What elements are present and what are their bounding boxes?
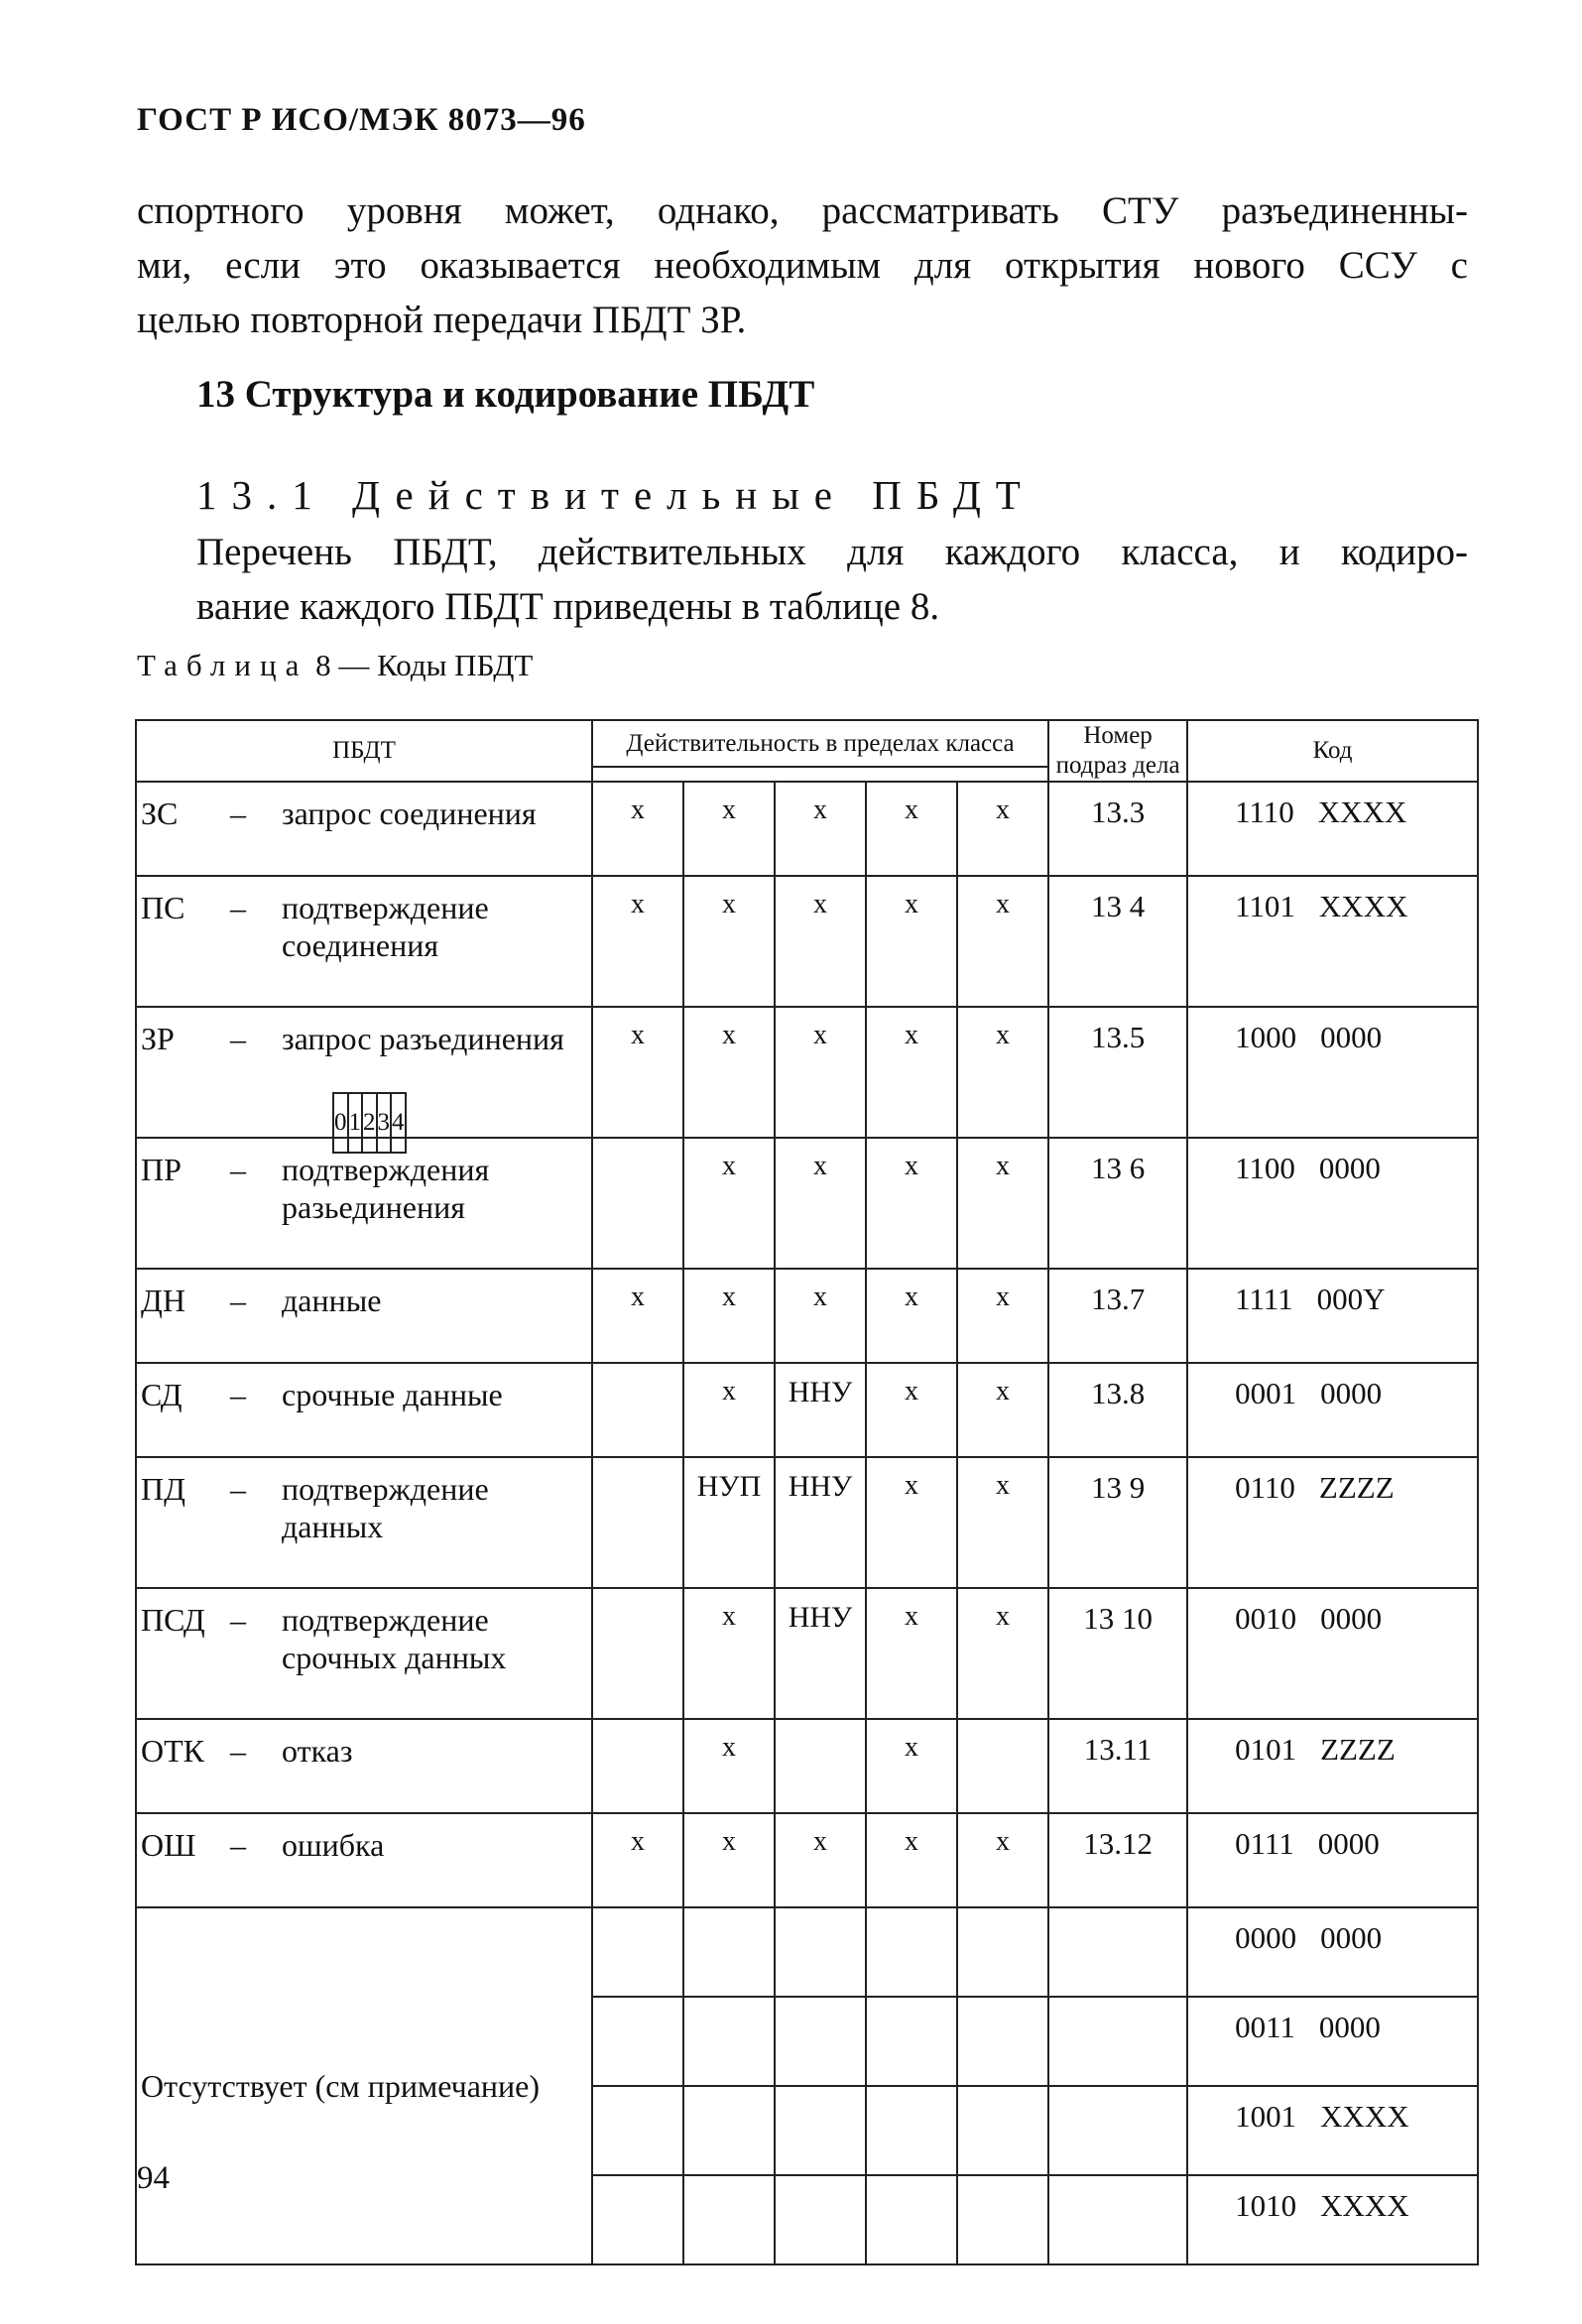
class-mark: x xyxy=(866,876,957,1007)
pdu-desc: запрос соединения xyxy=(282,795,537,831)
intro-line: спортного уровня может, однако, рассматривать СТУ разъединенны- xyxy=(137,189,1468,232)
code-part: 1001 xyxy=(1235,2099,1297,2134)
class-mark xyxy=(592,1363,683,1457)
header-code: Код xyxy=(1187,720,1478,782)
section-number: 13.7 xyxy=(1048,1269,1187,1363)
pdu-abbr: ПР xyxy=(141,1152,182,1187)
code-cell xyxy=(1187,2086,1478,2175)
empty-cell xyxy=(957,1907,1048,1997)
table-row xyxy=(136,1719,1478,1813)
class-mark: x xyxy=(866,1269,957,1363)
code-part: 0000 xyxy=(1317,1826,1380,1861)
class-mark: x xyxy=(957,876,1048,1007)
code-part: 0000 xyxy=(1320,1920,1383,1955)
empty-cell xyxy=(683,2086,775,2175)
class-mark xyxy=(592,1457,683,1588)
table-row xyxy=(136,876,1478,1007)
class-mark: x xyxy=(957,1269,1048,1363)
pdu-dash: – xyxy=(230,1283,246,1318)
class-mark: x xyxy=(866,1719,957,1813)
class-mark: x xyxy=(683,1138,775,1269)
code-cell xyxy=(1187,1719,1478,1813)
empty-cell xyxy=(775,2086,866,2175)
class-mark: x xyxy=(957,1363,1048,1457)
empty-cell xyxy=(592,2175,683,2264)
class-mark: x xyxy=(957,1138,1048,1269)
pdu-dash: – xyxy=(230,890,246,925)
empty-cell xyxy=(775,1907,866,1997)
empty-cell xyxy=(1048,1997,1187,2086)
document-header: ГОСТ Р ИСО/МЭК 8073—96 xyxy=(137,102,586,138)
table-caption-text: 8 — Коды ПБДТ xyxy=(315,648,534,682)
class-mark: ННУ xyxy=(775,1457,866,1588)
pdu-abbr: ПД xyxy=(141,1471,185,1507)
empty-cell xyxy=(1048,2175,1187,2264)
class-mark: x xyxy=(683,1719,775,1813)
empty-cell xyxy=(957,2175,1048,2264)
class-mark: x xyxy=(957,782,1048,876)
table-row xyxy=(136,1588,1478,1719)
pdu-desc: подтверждения разьединения xyxy=(282,1152,490,1225)
empty-cell xyxy=(592,1907,683,1997)
table-row xyxy=(136,1138,1478,1269)
code-part: 0001 xyxy=(1235,1376,1297,1410)
table-row xyxy=(136,782,1478,876)
class-mark: x xyxy=(866,1813,957,1907)
class-mark: x xyxy=(592,876,683,1007)
code-part: XXXX xyxy=(1317,795,1407,829)
code-part: 0000 xyxy=(1320,1376,1383,1410)
header-class: 0 xyxy=(333,1093,348,1153)
pdu-abbr: ЗС xyxy=(141,795,179,831)
pdu-abbr: СД xyxy=(141,1377,183,1412)
intro-line: ми, если это оказывается необходимым для открытия нового ССУ с xyxy=(137,244,1468,287)
code-cell xyxy=(1187,1138,1478,1269)
table-caption xyxy=(137,648,533,683)
empty-cell xyxy=(683,1907,775,1997)
table-row xyxy=(136,1457,1478,1588)
empty-cell xyxy=(683,1997,775,2086)
pdu-dash: – xyxy=(230,1471,246,1507)
header-pdu: ПБДТ xyxy=(136,720,592,782)
class-mark: x xyxy=(775,782,866,876)
class-mark: x xyxy=(775,1269,866,1363)
code-part: 0000 xyxy=(1235,1920,1297,1955)
code-part: 0011 xyxy=(1235,2010,1295,2044)
pdu-abbr: ПСД xyxy=(141,1602,205,1638)
empty-cell xyxy=(775,2175,866,2264)
class-mark: x xyxy=(957,1588,1048,1719)
class-mark xyxy=(592,1588,683,1719)
body-paragraph xyxy=(196,525,1468,634)
class-mark: x xyxy=(866,1363,957,1457)
code-cell xyxy=(1187,2175,1478,2264)
code-part: ZZZZ xyxy=(1320,1732,1396,1767)
code-part: XXXX xyxy=(1320,2099,1409,2134)
code-part: 0101 xyxy=(1235,1732,1297,1767)
absent-label: Отсутствует (см примечание) xyxy=(136,1907,592,2264)
pdu-desc: подтверждение срочных данных xyxy=(282,1602,507,1675)
code-part: 1101 xyxy=(1235,889,1295,923)
pdu-cell xyxy=(136,1457,592,1588)
class-mark xyxy=(775,1719,866,1813)
class-mark: x xyxy=(683,1363,775,1457)
pdu-abbr: ОШ xyxy=(141,1827,196,1863)
code-part: 0010 xyxy=(1235,1601,1297,1636)
subsection-heading: 13.1 Действительные ПБДТ xyxy=(196,472,1035,518)
table-row xyxy=(136,1363,1478,1457)
pdu-dash: – xyxy=(230,1733,246,1769)
code-part: ZZZZ xyxy=(1318,1470,1395,1505)
pdu-dash: – xyxy=(230,1377,246,1412)
class-mark: x xyxy=(592,1269,683,1363)
body-line: вание каждого ПБДТ приведены в таблице 8. xyxy=(196,585,940,628)
code-part: 000Y xyxy=(1316,1282,1386,1316)
empty-cell xyxy=(866,1907,957,1997)
class-mark xyxy=(957,1719,1048,1813)
section-number: 13 6 xyxy=(1048,1138,1187,1269)
empty-cell xyxy=(775,1997,866,2086)
empty-cell xyxy=(957,1997,1048,2086)
pdu-cell xyxy=(136,876,592,1007)
code-cell xyxy=(1187,1457,1478,1588)
code-part: 1100 xyxy=(1235,1151,1295,1185)
class-mark: x xyxy=(683,1007,775,1138)
code-part: 1010 xyxy=(1235,2188,1297,2223)
pdu-desc: подтверждение данных xyxy=(282,1471,489,1544)
class-mark: x xyxy=(592,782,683,876)
code-part: 0000 xyxy=(1320,1601,1383,1636)
intro-line: целью повторной передачи ПБДТ ЗР. xyxy=(137,299,747,341)
pdu-desc: подтверждение соединения xyxy=(282,890,489,963)
code-part: XXXX xyxy=(1320,2188,1409,2223)
class-mark: x xyxy=(775,1813,866,1907)
class-mark: ННУ xyxy=(775,1363,866,1457)
pdu-cell xyxy=(136,1269,592,1363)
empty-cell xyxy=(1048,2086,1187,2175)
header-section: Номер подраз дела xyxy=(1048,720,1187,782)
section-heading: 13 Структура и кодирование ПБДТ xyxy=(196,373,815,416)
pdu-desc: данные xyxy=(282,1283,382,1318)
header-class: 1 xyxy=(348,1093,363,1153)
table-row xyxy=(136,1907,1478,1997)
class-mark: x xyxy=(957,1457,1048,1588)
section-number: 13 4 xyxy=(1048,876,1187,1007)
code-cell xyxy=(1187,1588,1478,1719)
class-mark: x xyxy=(683,1269,775,1363)
section-number: 13.8 xyxy=(1048,1363,1187,1457)
pdu-cell xyxy=(136,1813,592,1907)
code-cell xyxy=(1187,1007,1478,1138)
pdu-desc: запрос разъединения xyxy=(282,1021,564,1056)
pdu-abbr: ДН xyxy=(141,1283,185,1318)
code-cell xyxy=(1187,1363,1478,1457)
pdu-cell xyxy=(136,1363,592,1457)
section-number: 13.5 xyxy=(1048,1007,1187,1138)
class-mark xyxy=(592,1138,683,1269)
header-class: 2 xyxy=(362,1093,377,1153)
table-caption-label: Таблица xyxy=(137,648,308,682)
pdu-cell xyxy=(136,1138,592,1269)
code-cell xyxy=(1187,876,1478,1007)
code-part: 0000 xyxy=(1320,1020,1383,1054)
pdu-abbr: ПС xyxy=(141,890,185,925)
class-mark: x xyxy=(866,782,957,876)
class-mark: x xyxy=(957,1007,1048,1138)
pdu-abbr: ОТК xyxy=(141,1733,204,1769)
code-part: 1111 xyxy=(1235,1282,1293,1316)
class-mark: x xyxy=(775,1138,866,1269)
code-part: 0000 xyxy=(1318,1151,1381,1185)
pdu-dash: – xyxy=(230,1021,246,1056)
pdu-desc: срочные данные xyxy=(282,1377,503,1412)
class-mark: НУП xyxy=(683,1457,775,1588)
empty-cell xyxy=(592,2086,683,2175)
empty-cell xyxy=(592,1997,683,2086)
pdu-dash: – xyxy=(230,1602,246,1638)
pdu-dash: – xyxy=(230,1152,246,1187)
empty-cell xyxy=(683,2175,775,2264)
empty-cell xyxy=(866,2086,957,2175)
class-mark: x xyxy=(866,1138,957,1269)
class-mark: x xyxy=(592,1813,683,1907)
empty-cell xyxy=(866,2175,957,2264)
code-cell xyxy=(1187,1269,1478,1363)
code-part: 1000 xyxy=(1235,1020,1297,1054)
code-cell xyxy=(1187,1997,1478,2086)
section-number: 13 10 xyxy=(1048,1588,1187,1719)
class-mark: x xyxy=(957,1813,1048,1907)
code-part: 0110 xyxy=(1235,1470,1295,1505)
header-validity: Действительность в пределах класса xyxy=(592,720,1048,767)
code-part: 0111 xyxy=(1235,1826,1294,1861)
class-mark: x xyxy=(866,1007,957,1138)
code-cell xyxy=(1187,782,1478,876)
class-mark: x xyxy=(683,782,775,876)
intro-paragraph xyxy=(137,183,1468,347)
pdu-dash: – xyxy=(230,795,246,831)
table-row xyxy=(136,1269,1478,1363)
pdu-codes-table xyxy=(135,719,1479,2265)
section-number: 13.3 xyxy=(1048,782,1187,876)
section-number: 13.11 xyxy=(1048,1719,1187,1813)
pdu-desc: ошибка xyxy=(282,1827,385,1863)
pdu-cell xyxy=(136,782,592,876)
page-number: 94 xyxy=(137,2160,170,2196)
class-mark: x xyxy=(683,876,775,1007)
pdu-cell xyxy=(136,1719,592,1813)
table-row xyxy=(136,1813,1478,1907)
empty-cell xyxy=(1048,1907,1187,1997)
class-mark xyxy=(592,1719,683,1813)
class-mark: x xyxy=(775,876,866,1007)
class-mark: x xyxy=(775,1007,866,1138)
pdu-desc: отказ xyxy=(282,1733,353,1769)
code-part: XXXX xyxy=(1318,889,1408,923)
code-cell xyxy=(1187,1813,1478,1907)
section-number: 13.12 xyxy=(1048,1813,1187,1907)
header-class: 3 xyxy=(377,1093,392,1153)
class-mark: x xyxy=(866,1457,957,1588)
code-part: 0000 xyxy=(1318,2010,1381,2044)
class-mark: x xyxy=(683,1813,775,1907)
class-mark: x xyxy=(866,1588,957,1719)
header-class: 4 xyxy=(391,1093,406,1153)
body-line: Перечень ПБДТ, действительных для каждого класса, и кодиро- xyxy=(196,531,1468,573)
pdu-cell xyxy=(136,1588,592,1719)
class-mark: ННУ xyxy=(775,1588,866,1719)
code-part: 1110 xyxy=(1235,795,1294,829)
empty-cell xyxy=(866,1997,957,2086)
pdu-dash: – xyxy=(230,1827,246,1863)
empty-cell xyxy=(957,2086,1048,2175)
class-mark: x xyxy=(683,1588,775,1719)
code-cell xyxy=(1187,1907,1478,1997)
class-mark: x xyxy=(592,1007,683,1138)
section-number: 13 9 xyxy=(1048,1457,1187,1588)
pdu-abbr: ЗР xyxy=(141,1021,175,1056)
